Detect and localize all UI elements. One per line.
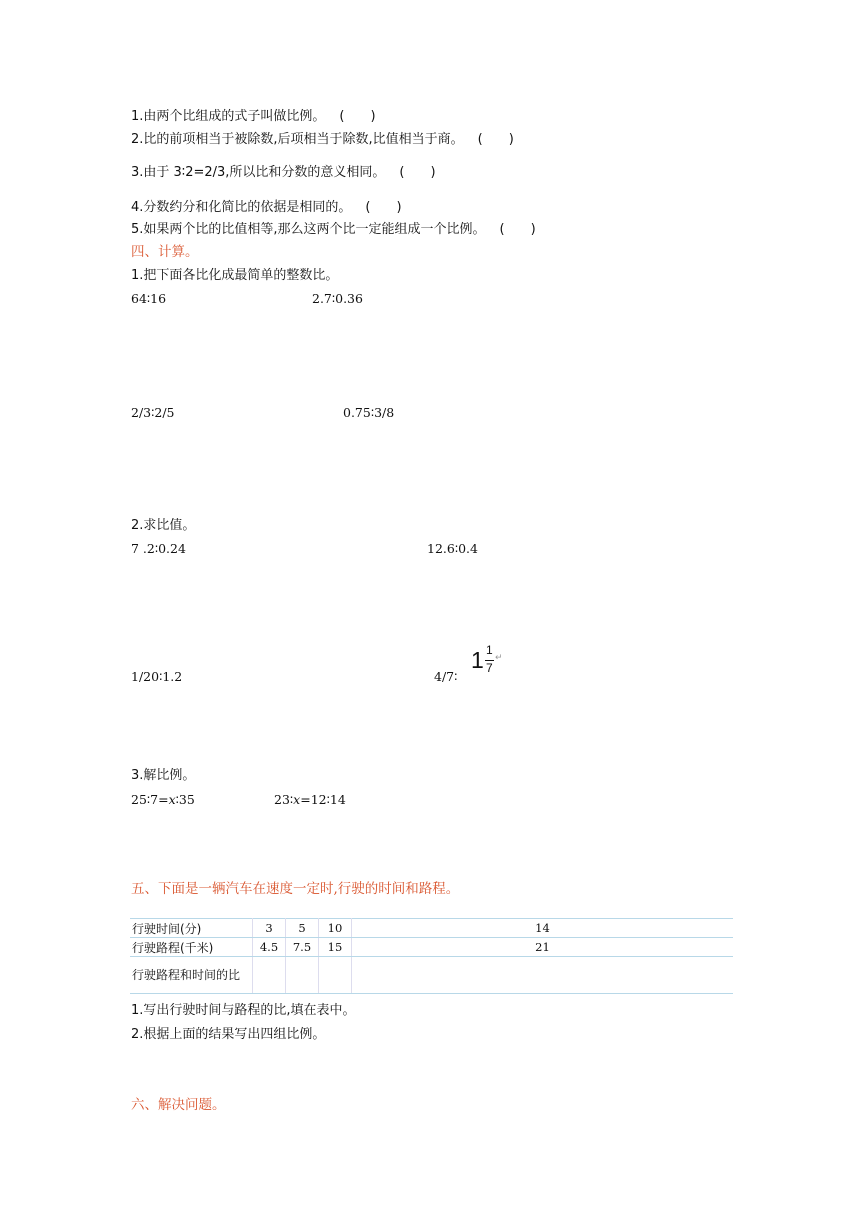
question-label: 1.把下面各比化成最简单的整数比。 [131, 268, 339, 283]
expr-part: ∶35 [175, 792, 195, 807]
judge-item [131, 200, 402, 216]
judge-item [131, 165, 436, 181]
table-cell: 14 [352, 919, 734, 938]
judge-item-text: 4.分数约分和化简比的依据是相同的。 [131, 200, 352, 215]
section-title: 五、下面是一辆汽车在速度一定时,行驶的时间和路程。 [131, 881, 460, 897]
expr-part: 25∶7= [131, 792, 169, 807]
table-cell: 3 [253, 919, 286, 938]
judge-item-text: 5.如果两个比的比值相等,那么这两个比一定能组成一个比例。 [131, 222, 486, 237]
section-title: 六、解决问题。 [131, 1097, 226, 1113]
table-row [130, 938, 733, 957]
expression: 64∶16 [131, 291, 167, 306]
expression: 12.6∶0.4 [427, 541, 478, 556]
proportion-expression [274, 792, 346, 808]
judge-item [131, 132, 514, 148]
question-label: 2.根据上面的结果写出四组比例。 [131, 1027, 326, 1042]
variable-x: x [168, 792, 176, 807]
table-cell: 15 [319, 938, 352, 957]
table-cell: 10 [319, 919, 352, 938]
question-label: 2.求比值。 [131, 518, 196, 533]
row-header: 行驶路程(千米) [130, 938, 253, 957]
judge-item [131, 109, 376, 125]
fraction-denominator: 7 [486, 661, 493, 675]
expr-part: 23∶ [274, 792, 294, 807]
expression: 4/7∶ [434, 669, 458, 684]
answer-paren[interactable]: ( ) [477, 132, 514, 147]
row-header: 行驶时间(分) [130, 919, 253, 938]
mixed-fraction-image [468, 643, 504, 683]
answer-paren[interactable]: ( ) [499, 222, 536, 237]
answer-paren[interactable]: ( ) [399, 165, 436, 180]
fraction-whole: 1 [471, 647, 484, 673]
table-cell: 4.5 [253, 938, 286, 957]
table-cell: 5 [286, 919, 319, 938]
table-cell: 7.5 [286, 938, 319, 957]
expression: 1/20∶1.2 [131, 669, 183, 684]
expression: 2.7∶0.36 [312, 291, 363, 306]
judge-item-text: 3.由于 3∶2=2/3,所以比和分数的意义相同。 [131, 165, 386, 180]
answer-paren[interactable]: ( ) [339, 109, 376, 124]
expr-part: =12∶14 [300, 792, 346, 807]
judge-item [131, 222, 536, 238]
table-cell[interactable] [286, 957, 319, 994]
row-header: 行驶路程和时间的比 [130, 957, 253, 994]
table-row [130, 919, 733, 938]
judge-item-text: 2.比的前项相当于被除数,后项相当于除数,比值相当于商。 [131, 132, 464, 147]
question-label: 3.解比例。 [131, 768, 196, 783]
table-row [130, 957, 733, 994]
table-cell[interactable] [352, 957, 734, 994]
expression: 7 .2∶0.24 [131, 541, 186, 556]
answer-paren[interactable]: ( ) [365, 200, 402, 215]
question-label: 1.写出行驶时间与路程的比,填在表中。 [131, 1003, 356, 1018]
variable-x: x [293, 792, 301, 807]
judge-item-text: 1.由两个比组成的式子叫做比例。 [131, 109, 326, 124]
table-cell: 21 [352, 938, 734, 957]
return-mark-icon: ↵ [495, 653, 503, 663]
expression: 2/3∶2/5 [131, 405, 175, 420]
expression: 0.75∶3/8 [343, 405, 395, 420]
fraction-numerator: 1 [486, 643, 493, 657]
data-table [130, 918, 733, 994]
table-cell[interactable] [253, 957, 286, 994]
table-cell[interactable] [319, 957, 352, 994]
proportion-expression [131, 792, 195, 808]
section-title: 四、计算。 [131, 244, 199, 260]
